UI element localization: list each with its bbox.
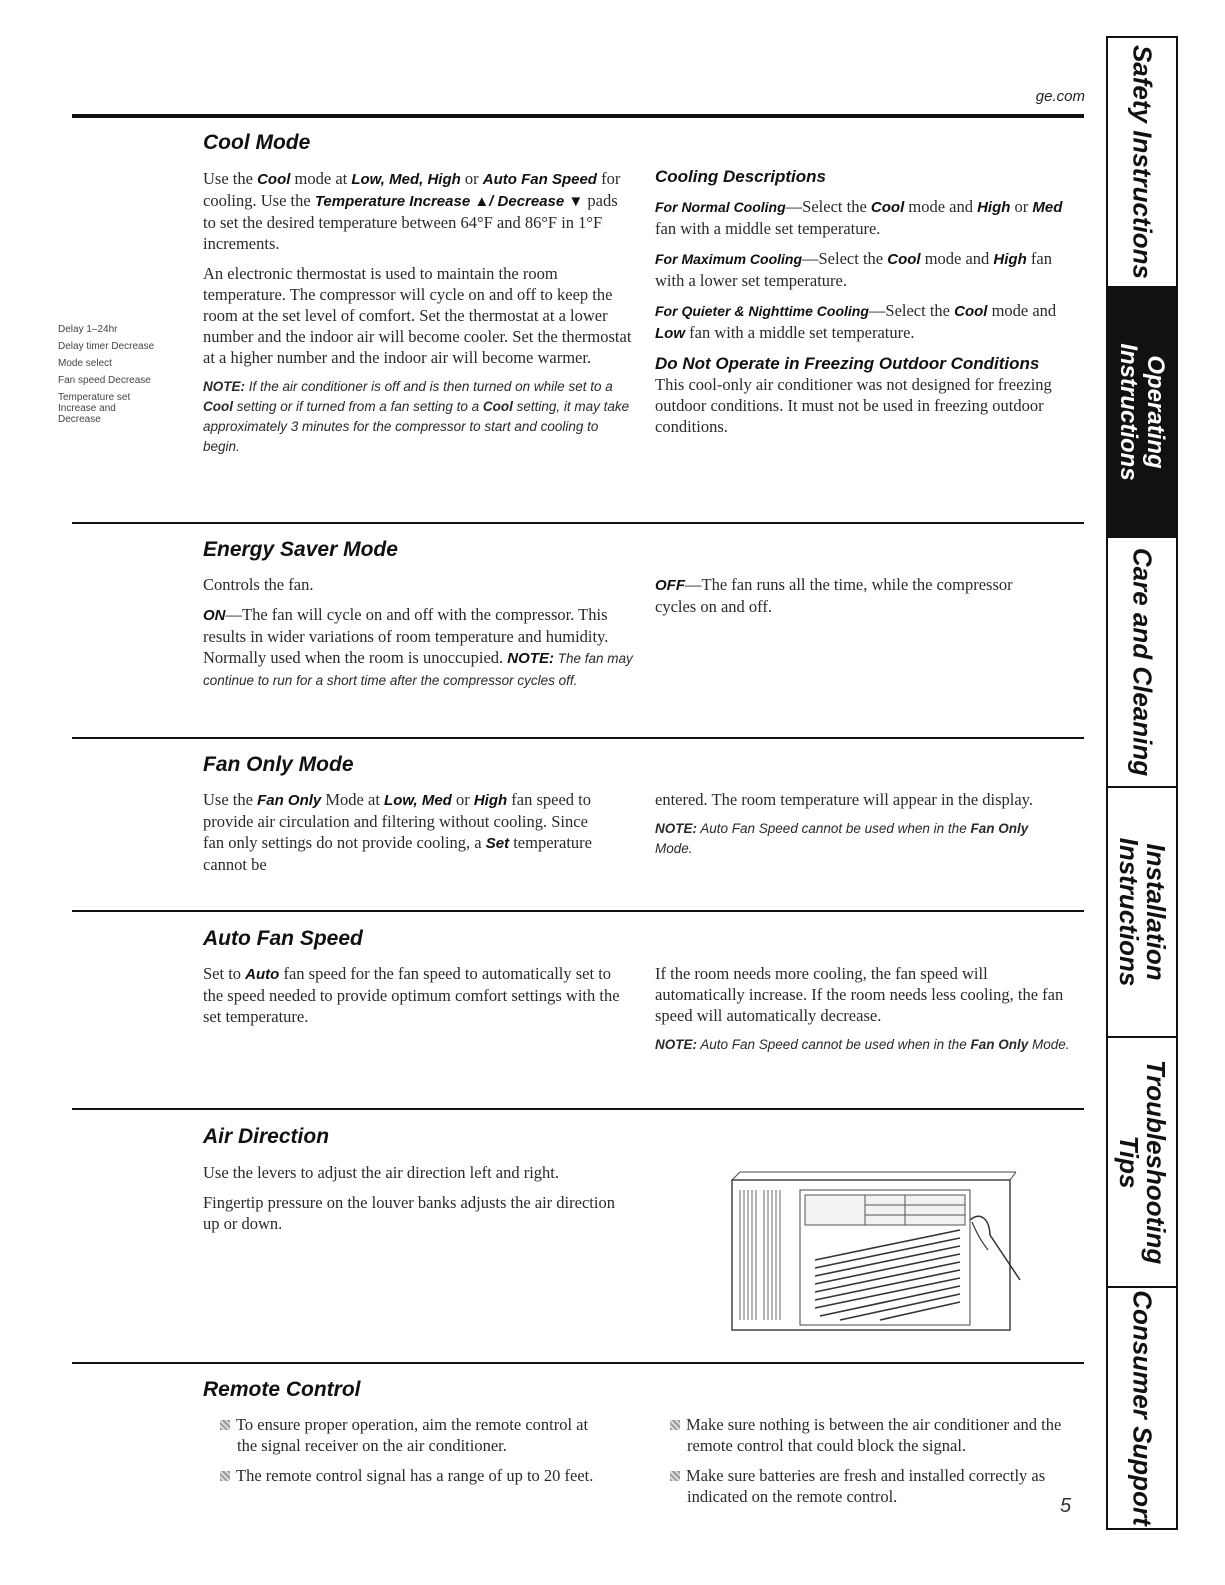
cool-mode-body [203, 168, 633, 466]
tab-operating-instructions[interactable] [1108, 288, 1176, 538]
page-number: 5 [1060, 1495, 1072, 1517]
tab-safety-instructions[interactable] [1108, 38, 1176, 288]
fan-only-body-continued: entered. The room temperature will appear in the display. NOTE: Auto Fan Speed cannot be used when in the Fan Only Mode. [655, 789, 1035, 868]
legend-item: Delay 1–24hr [58, 324, 118, 335]
cooling-descriptions-title: Cooling Descriptions [655, 167, 826, 186]
energy-saver-body [203, 574, 633, 700]
normal-cooling: For Normal Cooling—Select the Cool mode and High or Med fan with a middle set temperature. [655, 197, 1063, 238]
section-divider [72, 737, 1084, 739]
control-legend [58, 324, 158, 431]
freezing-warning-text: This cool-only air conditioner was not designed for freezing outdoor conditions. It must not be used in freezing outdoor conditions. [655, 375, 1052, 436]
cool-mode-thermostat-paragraph: An electronic thermostat is used to maintain the room temperature. The compressor will cycle on and off to keep the room at the set level of comfort. Set the thermostat at a lower number and the indoor air will become cooler. Set the thermostat at a higher number and the indoor air will become warmer. [203, 264, 632, 367]
list-item: The remote control signal has a range of up to 20 feet. [220, 1465, 610, 1486]
fan-only-body: Use the Fan Only Mode at Low, Med or High fan speed to provide air circulation and filtering without cooling. Since fan only settings do not provide cooling, a Set temperature cannot be [203, 790, 593, 874]
energy-saver-title: Energy Saver Mode [203, 538, 398, 561]
tab-care-and-cleaning[interactable] [1108, 538, 1176, 788]
bullet-icon [670, 1471, 680, 1481]
cooling-descriptions-body [655, 196, 1077, 446]
fan-only-title: Fan Only Mode [203, 753, 354, 776]
tab-troubleshooting-tips[interactable] [1108, 1038, 1176, 1288]
tab-label: Installation Instructions [1114, 837, 1171, 987]
auto-fan-title: Auto Fan Speed [203, 927, 363, 950]
freezing-warning-title: Do Not Operate in Freezing Outdoor Conditions [655, 354, 1040, 373]
section-divider [72, 1362, 1084, 1364]
tab-label: Care and Cleaning [1127, 547, 1158, 777]
bullet-icon [670, 1420, 680, 1430]
cool-mode-title: Cool Mode [203, 131, 311, 154]
site-url: ge.com [1035, 88, 1085, 105]
energy-saver-on: ON—The fan will cycle on and off with the compressor. This results in wider variations of room temperature and humidity. Normally used when the room is unoccupied. NOTE: The fan may continue to run for a short time after the compressor cycles off. [203, 605, 633, 688]
remote-tips-right [670, 1414, 1070, 1516]
bullet-icon [220, 1420, 230, 1430]
section-divider [72, 522, 1084, 524]
fan-only-note: NOTE: Auto Fan Speed cannot be used when in the Fan Only Mode. [655, 821, 1029, 856]
auto-fan-body: Set to Auto fan speed for the fan speed to automatically set to the speed needed to provide optimum comfort settings with the set temperature. [203, 964, 620, 1026]
legend-item: Delay timer Decrease [58, 341, 155, 352]
side-tabs [1106, 36, 1178, 1530]
list-item: Make sure batteries are fresh and installed correctly as indicated on the remote control. [670, 1465, 1070, 1507]
tab-label: Troubleshooting Tips [1114, 1059, 1171, 1265]
legend-item: Fan speed Decrease [58, 375, 151, 386]
air-direction-title: Air Direction [203, 1125, 330, 1148]
air-direction-body: Use the levers to adjust the air direction left and right. Fingertip pressure on the louver banks adjusts the air direction up or down. [203, 1163, 615, 1233]
energy-saver-off: OFF—The fan runs all the time, while the compressor cycles on and off. [655, 575, 1013, 616]
tab-consumer-support[interactable] [1108, 1288, 1176, 1528]
tab-installation-instructions[interactable] [1108, 788, 1176, 1038]
air-conditioner-illustration [720, 1150, 1040, 1335]
tab-label: Safety Instructions [1127, 44, 1158, 280]
tab-label: Operating Instructions [1115, 343, 1169, 481]
section-divider [72, 910, 1084, 912]
cool-mode-note: NOTE: If the air conditioner is off and is then turned on while set to a Cool setting or if turned from a fan setting to a Cool setting, it may take approximately 3 minutes for the compressor to start and cooling to begin. [203, 379, 630, 454]
remote-tips-left [220, 1414, 610, 1495]
auto-fan-note: NOTE: Auto Fan Speed cannot be used when in the Fan Only Mode. [655, 1037, 1070, 1052]
bullet-icon [220, 1471, 230, 1481]
tab-label: Consumer Support [1127, 1290, 1158, 1526]
energy-saver-intro: Controls the fan. [203, 575, 314, 594]
quieter-cooling: For Quieter & Nighttime Cooling—Select the Cool mode and Low fan with a middle set temperature. [655, 301, 1057, 342]
list-item: To ensure proper operation, aim the remote control at the signal receiver on the air conditioner. [220, 1414, 610, 1456]
section-divider [72, 1108, 1084, 1110]
auto-fan-body-continued: If the room needs more cooling, the fan speed will automatically increase. If the room needs less cooling, the fan speed will automatically decrease. NOTE: Auto Fan Speed cannot be used when in the Fan Only Mode. [655, 963, 1077, 1064]
legend-item: Mode select [58, 358, 112, 369]
list-item: Make sure nothing is between the air conditioner and the remote control that could block the signal. [670, 1414, 1070, 1456]
top-rule [72, 114, 1084, 118]
cool-mode-paragraph: Use the Cool mode at Low, Med, High or Auto Fan Speed for cooling. Use the Temperature Increase ▲/ Decrease ▼ pads to set the desired temperature between 64°F and 86°F in 1°F increments. [203, 169, 621, 253]
maximum-cooling: For Maximum Cooling—Select the Cool mode and High fan with a lower set temperature. [655, 249, 1052, 290]
remote-control-title: Remote Control [203, 1378, 361, 1401]
legend-item: Temperature set Increase and Decrease [58, 392, 131, 425]
